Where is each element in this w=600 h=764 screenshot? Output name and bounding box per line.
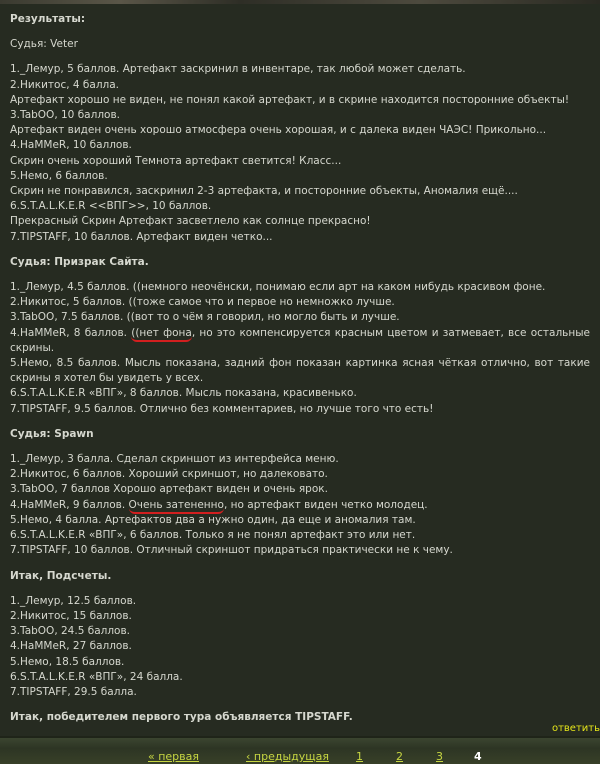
result-line-underlined: 4.HaMMeR, 8 баллов. ((нет фона, но это компенсируется красным цветом и затмевает, все остальные скрины. xyxy=(10,326,590,354)
result-line: 7.TIPSTAFF, 10 баллов. Артефакт виден четко... xyxy=(10,230,273,243)
result-line-underlined: 4.HaMMeR, 9 баллов. Очень затененно, но артефакт виден четко молодец. xyxy=(10,498,590,513)
result-line: Скрин очень хороший Темнота артефакт светится! Класс... xyxy=(10,154,342,167)
result-line: 3.TabOO, 7.5 баллов. ((вот то о чём я говорил, но могло быть и лучше. xyxy=(10,311,400,324)
result-line: 2.Никитос, 5 баллов. ((тоже самое что и первое но немножко лучше. xyxy=(10,296,395,309)
judge-heading: Судья: Veter xyxy=(10,38,78,51)
results-heading: Результаты: xyxy=(10,13,86,25)
result-line: 2.Никитос, 4 балла. xyxy=(10,78,120,91)
result-line: Артефакт виден очень хорошо атмосфера очень хорошая, и с далека виден ЧАЭС! Прикольно... xyxy=(10,124,547,137)
pagination-bar xyxy=(0,738,600,764)
total-line: 6.S.T.A.L.K.E.R «ВПГ», 24 балла. xyxy=(10,670,183,683)
total-line: 4.HaMMeR, 27 баллов. xyxy=(10,640,132,653)
judge-heading: Судья: Призрак Сайта. xyxy=(10,255,149,268)
total-line: 7.TIPSTAFF, 29.5 балла. xyxy=(10,685,137,698)
result-line: 7.TIPSTAFF, 10 баллов. Отличный скриншот придраться практически не к чему. xyxy=(10,544,453,557)
result-line: 1._Лемур, 5 баллов. Артефакт заскринил в инвентаре, так любой может сделать. xyxy=(10,63,466,76)
reply-link[interactable]: ответить xyxy=(551,723,600,734)
result-line: Прекрасный Скрин Артефакт засветлело как солнце прекрасно! xyxy=(10,215,371,228)
prev-page-link[interactable]: ‹ предыдущая xyxy=(246,750,329,763)
result-line: 3.TabOO, 10 баллов. xyxy=(10,109,120,122)
pagination xyxy=(0,750,600,764)
result-line: 6.S.T.A.L.K.E.R «ВПГ», 6 баллов. Только я не понял артефакт это или нет. xyxy=(10,529,416,542)
result-line: 5.Немо, 6 баллов. xyxy=(10,169,108,182)
judge-heading: Судья: Spawn xyxy=(10,427,94,440)
result-line: Артефакт хорошо не виден, не понял какой артефакт, и в скрине находится посторонние объекты! xyxy=(10,93,570,106)
total-line: 5.Немо, 18.5 баллов. xyxy=(10,655,125,668)
red-underline-mark: ((нет фона xyxy=(131,327,192,342)
result-line: 1._Лемур, 4.5 баллов. ((немного неочёнски, понимаю если арт на каком нибудь красивом фоне. xyxy=(10,281,546,294)
current-page: 4 xyxy=(474,750,482,763)
total-line: 3.TabOO, 24.5 баллов. xyxy=(10,625,130,638)
red-underline-mark: Очень затененно xyxy=(129,499,224,514)
result-line: 2.Никитос, 6 баллов. Хороший скриншот, но далековато. xyxy=(10,468,328,481)
result-line: Скрин не понравился, заскринил 2-3 артефакта, и посторонние объекты, Аномалия ещё.... xyxy=(10,185,518,198)
first-page-link[interactable]: « первая xyxy=(148,750,200,763)
result-line: 1._Лемур, 3 балла. Сделал скриншот из интерфейса меню. xyxy=(10,453,339,466)
page-link-3[interactable]: 3 xyxy=(436,750,443,763)
winner-announcement: Итак, победителем первого тура объявляется TIPSTAFF. xyxy=(10,711,353,724)
forum-post xyxy=(0,4,600,736)
totals-heading: Итак, Подсчеты. xyxy=(10,569,112,582)
result-line: 5.Немо, 8.5 баллов. Мысль показана, задний фон показан картинка ясная чёткая отлично, вот такие скрины я хотел бы увидеть у всех. xyxy=(10,357,590,385)
result-line: 5.Немо, 4 балла. Артефактов два а нужно один, да еще и аномалия там. xyxy=(10,513,416,526)
result-line: 4.HaMMeR, 10 баллов. xyxy=(10,139,132,152)
result-line: 7.TIPSTAFF, 9.5 баллов. Отлично без комментариев, но лучше того что есть! xyxy=(10,402,434,415)
result-line: 6.S.T.A.L.K.E.R «ВПГ», 8 баллов. Мысль показана, красивенько. xyxy=(10,387,357,400)
post-body xyxy=(10,12,590,725)
result-line: 6.S.T.A.L.K.E.R <<ВПГ>>, 10 баллов. xyxy=(10,200,212,213)
page-link-2[interactable]: 2 xyxy=(396,750,403,763)
total-line: 1._Лемур, 12.5 баллов. xyxy=(10,594,137,607)
total-line: 2.Никитос, 15 баллов. xyxy=(10,609,132,622)
page-link-1[interactable]: 1 xyxy=(356,750,363,763)
result-line: 3.TabOO, 7 баллов Хорошо артефакт виден и очень ярок. xyxy=(10,483,328,496)
